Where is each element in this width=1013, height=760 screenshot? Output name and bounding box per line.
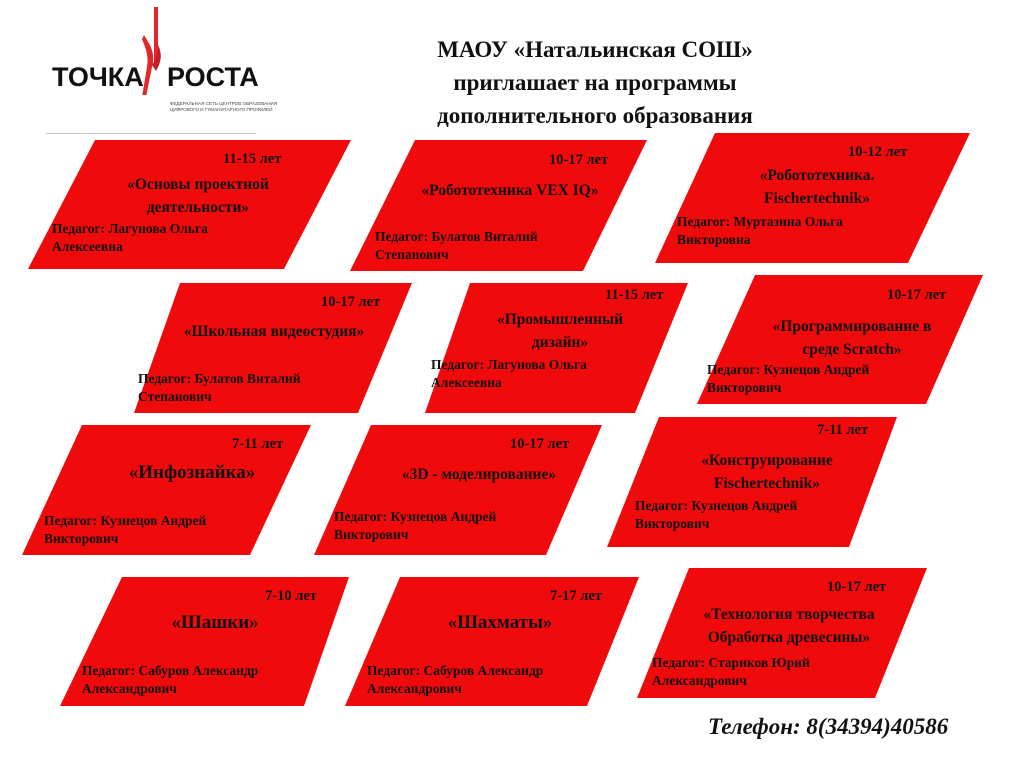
program-age: 10-17 лет xyxy=(510,436,570,452)
program-card[interactable] xyxy=(697,275,983,404)
program-age: 11-15 лет xyxy=(605,287,664,303)
program-age: 7-11 лет xyxy=(817,422,869,438)
program-teacher: Педагог: Булатов Виталий Степанович xyxy=(375,229,538,262)
tochka-rosta-logo xyxy=(40,5,278,135)
program-card[interactable] xyxy=(425,283,688,413)
program-title: «Школьная видеостудия» xyxy=(183,323,365,340)
page-title xyxy=(330,33,860,132)
program-card[interactable] xyxy=(314,425,602,555)
program-title: «Робототехника VEX IQ» xyxy=(421,182,599,199)
program-teacher: Педагог: Лагунова Ольга Алексеевна xyxy=(52,221,208,254)
title-line-3: дополнительного образования xyxy=(437,103,753,128)
program-title: «3D - моделирование» xyxy=(401,466,557,483)
program-title: «Конструирование Fischertechnik» xyxy=(701,452,833,492)
program-card[interactable] xyxy=(655,133,970,263)
program-card[interactable] xyxy=(637,568,927,698)
title-line-1: МАОУ «Натальинская СОШ» xyxy=(437,37,753,62)
logo-word-right: РОСТА xyxy=(167,62,259,92)
program-teacher: Педагог: Сабуров Александр Александрович xyxy=(367,663,544,696)
program-card[interactable] xyxy=(345,577,639,706)
program-title: «Шашки» xyxy=(171,612,259,633)
program-teacher: Педагог: Муртазина Ольга Викторовна xyxy=(677,214,843,247)
program-teacher: Педагог: Стариков Юрий Александрович xyxy=(652,655,810,688)
program-age: 7-11 лет xyxy=(232,436,284,452)
program-title: «Основы проектной деятельности» xyxy=(127,176,269,216)
program-title: «Инфознайка» xyxy=(128,462,256,483)
program-teacher: Педагог: Кузнецов Андрей Викторович xyxy=(44,513,207,546)
program-card[interactable] xyxy=(22,425,311,555)
program-age: 7-10 лет xyxy=(265,588,317,604)
contact-phone: Телефон: 8(34394)40586 xyxy=(708,714,949,739)
program-title: «Промышленный дизайн» xyxy=(496,311,624,351)
logo-word-left: ТОЧКА xyxy=(52,62,144,92)
program-teacher: Педагог: Сабуров Александр Александрович xyxy=(82,663,259,696)
program-title: «Технология творчества Обработка древесины» xyxy=(703,606,875,646)
program-teacher: Педагог: Кузнецов Андрей Викторович xyxy=(334,509,497,542)
program-age: 10-17 лет xyxy=(827,579,887,595)
program-teacher: Педагог: Кузнецов Андрей Викторович xyxy=(707,362,870,395)
program-age: 10-17 лет xyxy=(887,287,947,303)
program-age: 10-17 лет xyxy=(549,152,609,168)
program-teacher: Педагог: Лагунова Ольга Алексеевна xyxy=(431,357,587,390)
title-line-2: приглашает на программы xyxy=(453,70,737,95)
program-age: 11-15 лет xyxy=(223,151,282,167)
logo-subtitle: ФЕДЕРАЛЬНАЯ СЕТЬ ЦЕНТРОВ ОБРАЗОВАНИЯ ЦИФРОВОГО И ГУМАНИТАРНОГО ПРОФИЛЕЙ xyxy=(170,101,278,112)
program-card[interactable] xyxy=(28,140,351,269)
program-age: 10-17 лет xyxy=(321,294,381,310)
program-age: 10-12 лет xyxy=(848,144,908,160)
program-card[interactable] xyxy=(134,283,412,413)
program-card[interactable] xyxy=(60,577,349,706)
program-teacher: Педагог: Кузнецов Андрей Викторович xyxy=(635,498,798,531)
program-card[interactable] xyxy=(607,417,897,547)
program-age: 7-17 лет xyxy=(550,588,602,604)
logo-divider xyxy=(46,133,256,134)
program-title: «Программирование в среде Scratch» xyxy=(772,318,932,358)
program-teacher: Педагог: Булатов Виталий Степанович xyxy=(138,371,301,404)
program-title: «Робототехника. Fischertechnik» xyxy=(759,167,875,207)
program-card[interactable] xyxy=(350,140,647,271)
program-title: «Шахматы» xyxy=(447,612,553,633)
